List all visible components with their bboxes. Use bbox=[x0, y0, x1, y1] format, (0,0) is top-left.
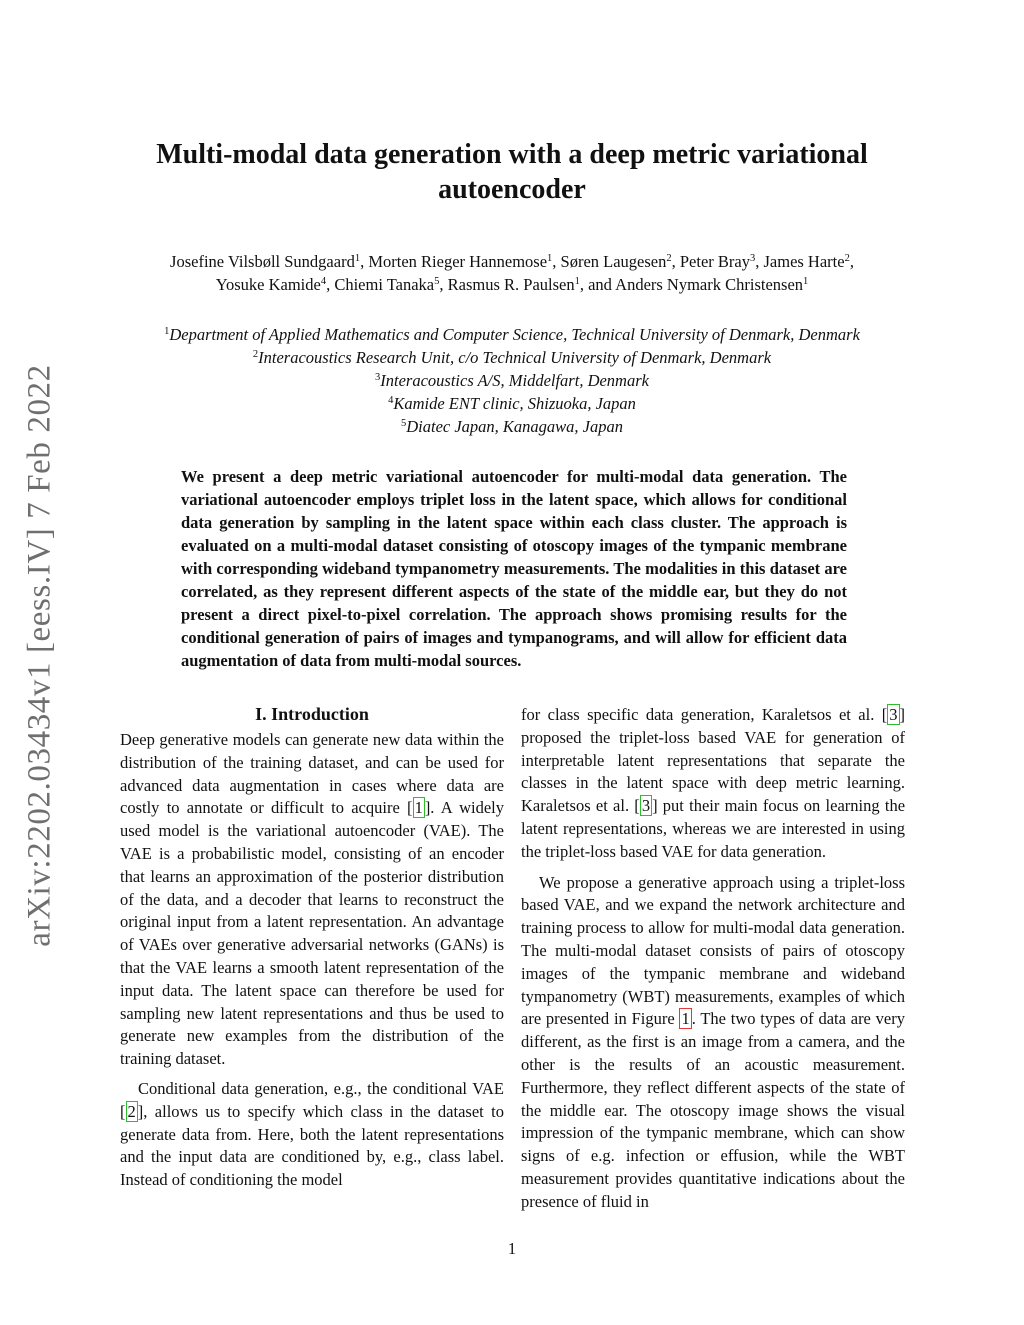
author-separator: , bbox=[360, 252, 369, 271]
author-line-1: Josefine Vilsbøll Sundgaard$^1$, Morten Rieger Hannemose$^1$, Søren Laugesen$^2$, Peter Bray$^3$, James Harte$^2$, bbox=[170, 252, 854, 271]
author-name: Anders Nymark Christensen bbox=[615, 275, 804, 294]
affiliation-item bbox=[100, 346, 924, 369]
citation-link[interactable]: 3 bbox=[889, 705, 898, 724]
affiliation-number: 2 bbox=[252, 349, 259, 360]
affiliation-item bbox=[100, 323, 924, 346]
citation-link[interactable]: 3 bbox=[641, 796, 651, 816]
author-name: Rasmus R. Paulsen bbox=[447, 275, 575, 294]
paper-title-line-1: Multi-modal data generation with a deep metric variational bbox=[156, 139, 868, 170]
author-name: Peter Bray bbox=[679, 252, 750, 271]
paragraph bbox=[521, 704, 905, 864]
paragraph-text: Deep generative models can generate new data within the distribution of the training dataset, and can be used for advanced data augmentation in cases where data are costly to annotate or difficult to acquire [ bbox=[120, 730, 504, 818]
author-separator: , bbox=[755, 252, 764, 271]
figure-link[interactable]: 1 bbox=[681, 1009, 690, 1029]
paragraph-text: ] proposed the triplet-loss based VAE for generation of interpretable latent representations that separate the classes in the latent space with deep metric learning. Karaletsos et al. [ bbox=[521, 705, 905, 816]
author-name: Josefine Vilsbøll Sundgaard bbox=[170, 252, 355, 271]
citation-link[interactable]: 1 bbox=[414, 798, 423, 818]
affiliation-item bbox=[100, 415, 924, 438]
author-affil-mark: 1 bbox=[574, 276, 580, 287]
author-line-2 bbox=[100, 273, 924, 296]
author-affil-mark: 1 bbox=[547, 253, 553, 264]
author-affil-mark: 4 bbox=[320, 276, 327, 287]
affiliation-item bbox=[100, 392, 924, 415]
affiliation-number: 3 bbox=[375, 372, 381, 383]
abstract: We present a deep metric variational autoencoder for multi-modal data generation. The variational autoencoder employs triplet loss in the latent space, which allows for conditional data generation by sampling in the latent space within each class cluster. The approach is evaluated on a multi-modal dataset consisting of otoscopy images of the tympanic membrane with corresponding wideband tympanometry measurements. The modalities in this dataset are correlated, as they represent different aspects of the state of the middle ear, but they do not present a direct pixel-to-pixel correlation. The approach shows promising results for the conditional generation of pairs of images and tympanograms, and will allow for efficient data augmentation of data from multi-modal sources. bbox=[181, 467, 847, 670]
affiliation-list bbox=[100, 323, 924, 438]
affiliation-text: Department of Applied Mathematics and Computer Science, Technical University of Denmark, Denmark bbox=[169, 325, 860, 344]
arxiv-identifier bbox=[15, 360, 65, 950]
paragraph-text: ]. A widely used model is the variational autoencoder (VAE). The VAE is a probabilistic model, consisting of an encoder that learns an approximation of the posterior distribution of the data, and a decoder that learns to reconstruct the original input from a latent representation. An advantage of VAEs over generative adversarial networks (GANs) is that the VAE learns a smooth latent representation of the input data. The latent space can therefore be used for sampling new latent representations and thus be used to generate new examples from the distribution of the training dataset. bbox=[120, 798, 504, 1069]
arxiv-identifier-text: arXiv:2202.03434v1 [eess.IV] 7 Feb 2022 bbox=[21, 363, 58, 947]
paragraph-text: ], allows us to specify which class in the dataset to generate data from. Here, both the latent representations and the input data are conditioned by, e.g., class label. Instead of conditioning the model bbox=[120, 1101, 504, 1190]
affiliation-text: Kamide ENT clinic, Shizuoka, Japan bbox=[393, 394, 636, 413]
author-affil-mark: 5 bbox=[434, 276, 440, 287]
author-affil-mark: 1 bbox=[803, 276, 809, 287]
paragraph bbox=[120, 729, 504, 1071]
affiliation-number: 4 bbox=[388, 395, 394, 406]
affiliation-text: Interacoustics Research Unit, c/o Technical University of Denmark, Denmark bbox=[258, 348, 772, 367]
left-column bbox=[120, 702, 504, 1199]
author-name: James Harte bbox=[763, 252, 845, 271]
author-separator: , bbox=[326, 275, 335, 294]
paper-title bbox=[110, 137, 914, 207]
author-affil-mark: 1 bbox=[354, 253, 361, 264]
paragraph bbox=[120, 1078, 504, 1192]
section-heading: I. Introduction bbox=[255, 704, 369, 724]
author-affil-mark: 3 bbox=[749, 253, 756, 264]
author-affil-mark: 2 bbox=[844, 253, 850, 264]
author-separator: , and bbox=[579, 275, 616, 294]
citation-link[interactable]: 2 bbox=[127, 1101, 136, 1121]
paper-title-line-2: autoencoder bbox=[438, 174, 586, 205]
affiliation-number: 5 bbox=[400, 418, 407, 429]
affiliation-item bbox=[100, 369, 924, 392]
author-separator: , bbox=[439, 275, 448, 294]
paragraph-text: . The two types of data are very different, as the first is an image from a camera, and the other is the results of an acoustic measurement. Furthermore, they reflect different aspects of the state of the middle ear. The otoscopy image shows the visual impression of the tympanic membrane, which can show signs of e.g. infection or effusion, while the WBT measurement provides quantitative indications about the presence of fluid in bbox=[521, 1009, 905, 1211]
right-column bbox=[521, 704, 905, 1221]
author-name: Morten Rieger Hannemose bbox=[368, 252, 548, 271]
affiliation-number: 1 bbox=[164, 326, 170, 337]
author-separator: , bbox=[552, 252, 561, 271]
author-name: Chiemi Tanaka bbox=[334, 275, 435, 294]
paragraph bbox=[521, 872, 905, 1214]
author-list bbox=[100, 250, 924, 296]
paragraph-text: ] put their main focus on learning the latent representations, whereas we are interested in using the triplet-loss based VAE for data generation. bbox=[521, 796, 906, 861]
author-name: Yosuke Kamide bbox=[215, 275, 321, 294]
author-affil-mark: 2 bbox=[666, 253, 672, 264]
author-separator: , bbox=[671, 252, 680, 271]
paragraph-text: for class specific data generation, Karaletsos et al. [ bbox=[521, 705, 888, 724]
paragraph-text: Conditional data generation, e.g., the conditional VAE [ bbox=[120, 1078, 504, 1121]
page-number: 1 bbox=[507, 1239, 517, 1258]
paragraph-text: We propose a generative approach using a triplet-loss based VAE, and we expand the network architecture and training process to allow for multi-modal data generation. The multi-modal dataset consists of pairs of otoscopy images of the tympanic membrane and wideband tympanometry (WBT) measurements, examples of which are presented in Figure bbox=[521, 872, 905, 1029]
author-name: Søren Laugesen bbox=[560, 252, 667, 271]
affiliation-text: Diatec Japan, Kanagawa, Japan bbox=[406, 417, 623, 436]
affiliation-text: Interacoustics A/S, Middelfart, Denmark bbox=[380, 371, 649, 390]
